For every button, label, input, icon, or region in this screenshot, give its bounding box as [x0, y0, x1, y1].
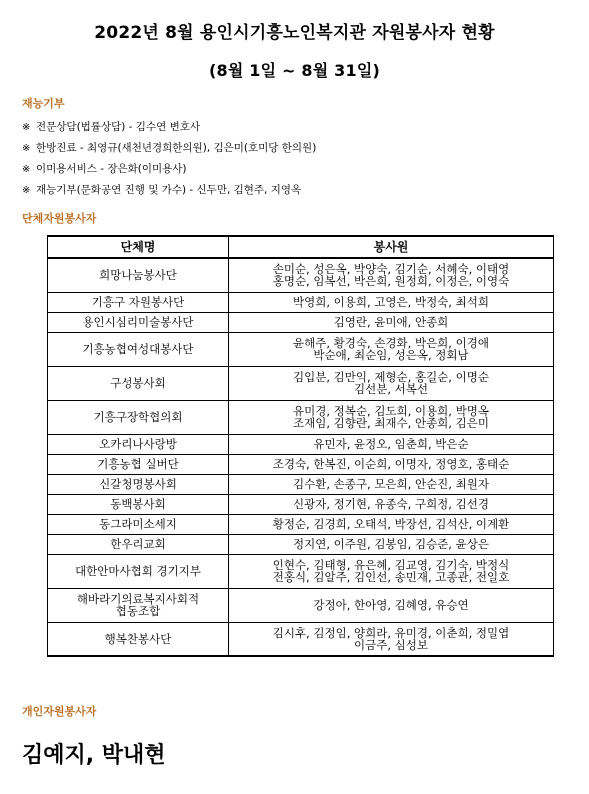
group-name: 대한안마사협회 경기지부: [75, 564, 201, 578]
group-name: 한우리교회: [110, 537, 166, 551]
member-names: 조재임, 김향란, 최재수, 안종희, 김은미: [293, 416, 489, 430]
member-names: 김시후, 김정임, 양희라, 유미경, 이춘희, 정밀엽: [272, 625, 510, 640]
table-row: [48, 554, 554, 588]
list-item-text: 한방진료 - 최영규(새천년경희한의원), 김은미(호미당 한의원): [36, 142, 317, 154]
group-name: 행복찬봉사단: [104, 631, 172, 646]
list-item-text: 재능기부(문화공연 진행 및 가수) - 신두만, 김현주, 지영옥: [36, 184, 302, 196]
table-row: [48, 312, 554, 332]
group-name-cell: [48, 454, 229, 474]
member-names: 박순애, 최순임, 성은옥, 정회남: [313, 348, 469, 362]
table-row: [48, 454, 554, 474]
period-subtitle: (8월 1일 ~ 8월 31일): [208, 61, 380, 80]
member-names: 유미경, 정복순, 김도희, 이용희, 박명옥: [293, 404, 489, 418]
group-name: 협동조합: [115, 604, 161, 618]
page-title: 2022년 8월 용인시기흥노인복지관 자원봉사자 현황: [94, 23, 495, 43]
group-name: 해바라기의료복지사회적: [76, 592, 200, 606]
group-name: 동그라미소세지: [99, 517, 177, 531]
members-cell: [229, 258, 554, 292]
group-name-cell: [48, 622, 229, 656]
group-name: 구성봉사회: [110, 376, 166, 390]
member-names: 인현수, 김태형, 유은혜, 김교영, 김기숙, 박정식: [272, 558, 510, 572]
group-name: 용인시심리미술봉사단: [82, 315, 194, 329]
table-row: [48, 494, 554, 514]
talent-donation-heading: 재능기부: [22, 97, 65, 110]
table-row: [48, 400, 554, 434]
group-name: 희망나눔봉사단: [99, 268, 177, 283]
member-names: 박영희, 이용희, 고영은, 박정숙, 최석희: [293, 295, 489, 309]
list-item-text: 이미용서비스 - 장은화(이미용사): [36, 163, 187, 175]
list-item-text: 전문상담(법률상담) - 김수연 변호사: [36, 121, 200, 133]
member-names: 홍명순, 임복선, 박은희, 원정희, 이정은, 이영숙: [272, 274, 510, 289]
group-name-cell: [48, 400, 229, 434]
table-row: [48, 622, 554, 656]
group-name-cell: [48, 366, 229, 400]
individual-volunteers-heading: 개인자원봉사자: [22, 705, 97, 718]
member-names: 이금주, 심성보: [354, 637, 428, 652]
member-names: 조경숙, 한복진, 이순희, 이명자, 정영호, 홍태순: [272, 457, 510, 471]
member-names: 정지연, 이주원, 김봉임, 김승준, 윤상은: [293, 537, 489, 551]
members-cell: [229, 588, 554, 622]
member-names: 김선분, 서복선: [354, 382, 428, 396]
table-row: [48, 292, 554, 312]
group-name: 오카리나사랑방: [99, 437, 177, 451]
table-row: [48, 534, 554, 554]
members-cell: [229, 400, 554, 434]
table-row: [48, 258, 554, 292]
talent-donation-list: [22, 117, 316, 201]
group-name-cell: [48, 312, 229, 332]
group-name-cell: [48, 292, 229, 312]
note-marker: ※: [22, 164, 31, 175]
group-name: 동백봉사회: [110, 497, 166, 511]
table-row: [48, 332, 554, 366]
members-cell: [229, 312, 554, 332]
members-cell: [229, 454, 554, 474]
group-name-cell: [48, 554, 229, 588]
table-header-row: [48, 236, 554, 258]
column-header-members: 봉사원: [229, 236, 554, 258]
members-cell: [229, 474, 554, 494]
members-cell: [229, 366, 554, 400]
table-row: [48, 434, 554, 454]
member-names: 김수환, 손종구, 모은희, 안순진, 최원자: [293, 477, 489, 491]
member-names: 황정순, 김경희, 오태석, 박장선, 김석산, 이계환: [272, 517, 510, 531]
members-cell: [229, 434, 554, 454]
group-volunteers-table: [47, 235, 554, 657]
list-item: [22, 180, 316, 201]
note-marker: ※: [22, 185, 31, 196]
group-name-cell: [48, 514, 229, 534]
group-name-cell: [48, 258, 229, 292]
group-volunteers-heading: 단체자원봉사자: [22, 212, 97, 225]
member-names: 윤해주, 황경숙, 손경화, 박은희, 이경애: [293, 336, 489, 350]
members-cell: [229, 494, 554, 514]
note-marker: ※: [22, 122, 31, 133]
column-header-group: 단체명: [48, 236, 229, 258]
member-names: 전홍식, 김알주, 김인선, 송민재, 고종관, 전일호: [272, 570, 510, 584]
group-name-cell: [48, 534, 229, 554]
group-name-cell: [48, 332, 229, 366]
members-cell: [229, 292, 554, 312]
members-cell: [229, 554, 554, 588]
group-name: 기흥농협여성대봉사단: [82, 342, 194, 356]
group-name: 기흥농협 실버단: [97, 457, 179, 471]
group-name: 신갈청명봉사회: [99, 477, 177, 491]
member-names: 강정아, 한아영, 김혜영, 유승연: [313, 598, 469, 612]
members-cell: [229, 514, 554, 534]
members-cell: [229, 622, 554, 656]
members-cell: [229, 534, 554, 554]
group-name: 기흥구 자원봉사단: [91, 295, 185, 309]
member-names: 손미순, 성은옥, 박양숙, 김기순, 서혜숙, 이태영: [272, 262, 510, 277]
list-item: [22, 138, 316, 159]
table-row: [48, 514, 554, 534]
member-names: 김영란, 윤미애, 안종희: [333, 315, 449, 329]
list-item: [22, 159, 316, 180]
list-item: [22, 117, 316, 138]
group-name: 기흥구장학협의회: [93, 410, 183, 424]
group-name-cell: [48, 434, 229, 454]
group-name-cell: [48, 494, 229, 514]
member-names: 김입분, 김만익, 제형순, 홍길순, 이명순: [293, 370, 489, 384]
group-name-cell: [48, 474, 229, 494]
individual-volunteer-names: 김예지, 박내현: [22, 743, 166, 768]
members-cell: [229, 332, 554, 366]
table-row: [48, 474, 554, 494]
member-names: 유민자, 윤정오, 임춘희, 박은순: [313, 437, 469, 451]
table-row: [48, 366, 554, 400]
group-name-cell: [48, 588, 229, 622]
note-marker: ※: [22, 143, 31, 154]
table-row: [48, 588, 554, 622]
member-names: 신광자, 정기현, 유종숙, 구희정, 김선경: [293, 497, 489, 511]
